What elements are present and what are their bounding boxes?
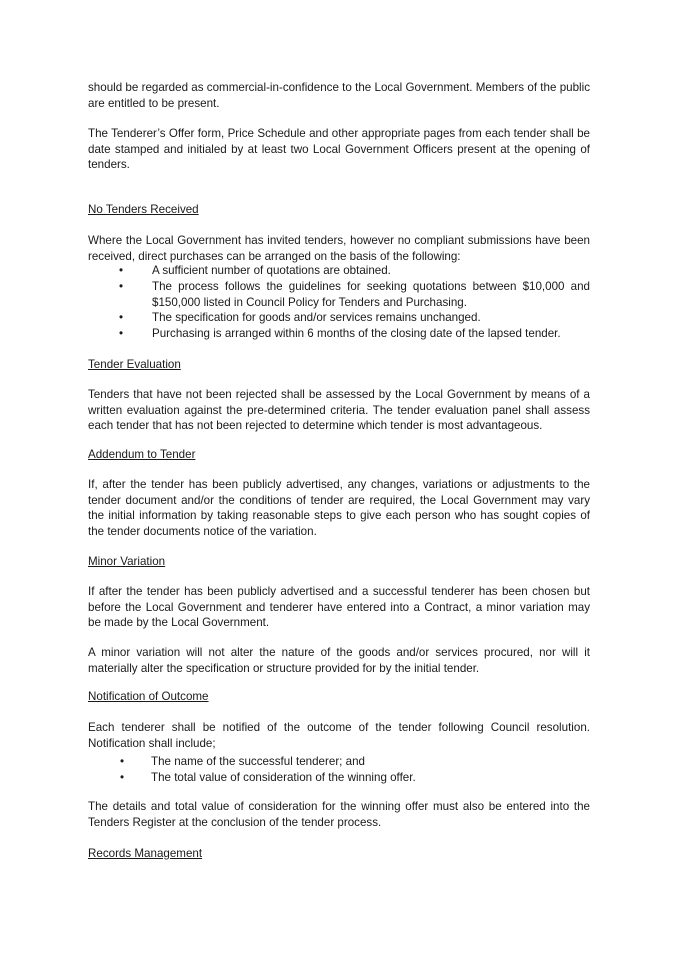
list-item-text: A sufficient number of quotations are obtained.: [152, 264, 391, 277]
bullet-glyph: •: [120, 771, 125, 784]
paragraph-outcome-closing: The details and total value of consideration for the winning offer must also be entered into the Tenders Register at the conclusion of the tender process.: [88, 800, 590, 829]
heading-no-tenders-received: No Tenders Received: [88, 203, 199, 216]
list-item-text: The name of the successful tenderer; and: [151, 755, 365, 768]
heading-records-management: Records Management: [88, 847, 203, 860]
paragraph-confidentiality: should be regarded as commercial-in-confidence to the Local Government. Members of the public are entitled to be present.: [88, 81, 590, 110]
bullet-glyph: •: [119, 264, 124, 277]
paragraph-minor-variation-1: If after the tender has been publicly advertised and a successful tenderer has been chosen but before the Local Government and tenderer have entered into a Contract, a minor variation may be made by the Local Government.: [88, 585, 590, 629]
heading-addendum-to-tender: Addendum to Tender: [88, 448, 196, 461]
paragraph-addendum: If, after the tender has been publicly advertised, any changes, variations or adjustments to the tender document and/or the conditions of tender are required, the Local Government may vary the initial information by taking reasonable steps to give each person who has sought copies of the tender documents notice of the variation.: [88, 478, 590, 538]
paragraph-tender-evaluation: Tenders that have not been rejected shall be assessed by the Local Government by means of a written evaluation against the pre-determined criteria. The tender evaluation panel shall assess each tender that has not been rejected to determine which tender is most advantageous.: [88, 388, 590, 432]
list-item-text: The total value of consideration of the winning offer.: [151, 771, 416, 784]
list-item-text: The process follows the guidelines for seeking quotations between $10,000 and $150,000 listed in Council Policy for Tenders and Purchasing.: [152, 280, 590, 309]
heading-notification-of-outcome: Notification of Outcome: [88, 690, 209, 703]
paragraph-tender-stamping: The Tenderer’s Offer form, Price Schedule and other appropriate pages from each tender shall be date stamped and initialed by at least two Local Government Officers present at the opening of tenders.: [88, 127, 590, 171]
heading-tender-evaluation: Tender Evaluation: [88, 358, 181, 371]
bullet-glyph: •: [119, 311, 124, 324]
bullet-glyph: •: [119, 280, 124, 293]
bullet-glyph: •: [120, 755, 125, 768]
paragraph-outcome-intro: Each tenderer shall be notified of the outcome of the tender following Council resolution. Notification shall include;: [88, 721, 590, 750]
list-item-text: The specification for goods and/or services remains unchanged.: [152, 311, 481, 324]
paragraph-no-tenders-intro: Where the Local Government has invited tenders, however no compliant submissions have been received, direct purchases can be arranged on the basis of the following:: [88, 234, 590, 263]
heading-minor-variation: Minor Variation: [88, 555, 166, 568]
list-item-text: Purchasing is arranged within 6 months of the closing date of the lapsed tender.: [152, 327, 561, 340]
bullet-glyph: •: [119, 327, 124, 340]
paragraph-minor-variation-2: A minor variation will not alter the nature of the goods and/or services procured, nor will it materially alter the specification or structure provided for by the initial tender.: [88, 646, 590, 675]
